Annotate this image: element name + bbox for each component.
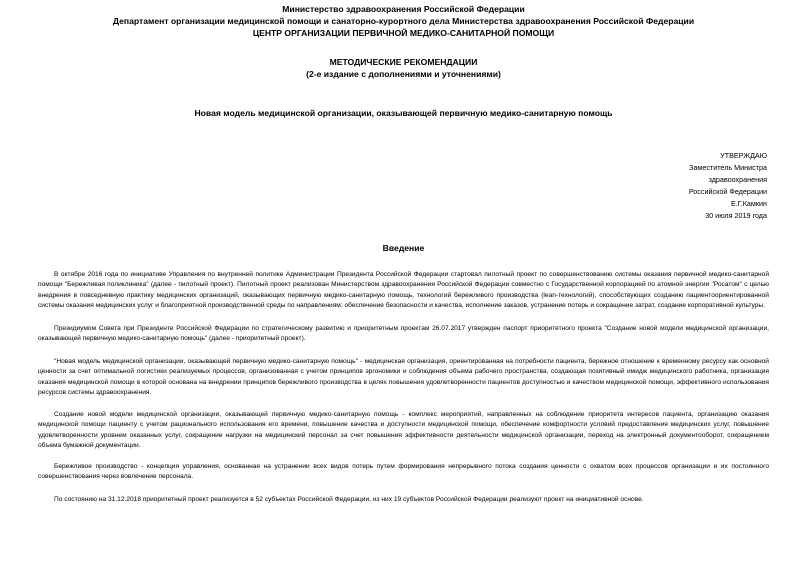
- intro-paragraph-2: Президиумом Совета при Президенте Российской Федерации по стратегическому развитию и приоритетным проектам 26.07.2017 утвержден паспорт приоритетного проекта "Создание новой модели медицинской организации, оказывающей первичную медико-санитарную помощь" (далее - приоритетный проект).: [38, 325, 769, 343]
- intro-heading: Введение: [382, 243, 425, 253]
- intro-paragraph-5: Бережливое производство - концепция управления, основанная на устранении всех видов потерь путем формирования непрерывного потока создания ценности с охватом всех процессов организации и их постоянного совершенствования через вовлечение персонала.: [38, 463, 769, 481]
- document-edition: (2-е издание с дополнениями и уточнениями): [306, 69, 501, 79]
- intro-paragraph-3: "Новая модель медицинской организации, оказывающей первичную медико-санитарную помощь" - медицинская организация, ориентированная на потребности пациента, бережное отношение к временному ресурсу как основной ценности за счет оптимальной логистики реализуемых процессов, организованная с учетом принципов эргономики и соблюдения объема рабочего пространства, создающая позитивный имидж медицинского работника, организация оказания медицинской помощи в которой основана на внедрении принципов бережливого производства в целях повышения удовлетворенности пациентов доступностью и качеством медицинской помощи, эффективного использования ресурсов системы здравоохранения.: [38, 358, 769, 396]
- ministry-name: Министерство здравоохранения Российской Федерации: [282, 4, 525, 14]
- document-title: Новая модель медицинской организации, оказывающей первичную медико-санитарную помощь: [194, 108, 613, 118]
- approval-position-3: Российской Федерации: [688, 187, 767, 196]
- center-name: ЦЕНТР ОРГАНИЗАЦИИ ПЕРВИЧНОЙ МЕДИКО-САНИТАРНОЙ ПОМОЩИ: [252, 28, 555, 38]
- approval-date: 30 июля 2019 года: [705, 211, 767, 220]
- approval-approve: УТВЕРЖДАЮ: [720, 151, 767, 160]
- intro-paragraph-4: Создание новой модели медицинской организации, оказывающей первичную медико-санитарную помощь - комплекс мероприятий, направленных на соблюдение приоритета интересов пациента, организацию оказания медицинской помощи пациенту с учетом рационального использования его времени, повышение качества и доступности медицинской помощи, обеспечение комфортности условий предоставления медицинских услуг, повышение удовлетворенности уровнем оказанных услуг, сокращение нагрузки на медицинский персонал за счет повышения эффективности деятельности медицинской организации, переход на электронный документооборот, сокращением объема бумажной документации.: [38, 411, 769, 449]
- intro-paragraph-6: По состоянию на 31.12.2018 приоритетный проект реализуется в 52 субъектах Российской Федерации, из них 19 субъектов Российской Федерации реализуют проект на инициативной основе.: [54, 496, 644, 503]
- department-name: Департамент организации медицинской помощи и санаторно-курортного дела Министерства здравоохранения Российской Федерации: [112, 16, 695, 26]
- document-type: МЕТОДИЧЕСКИЕ РЕКОМЕНДАЦИИ: [329, 57, 478, 67]
- approval-position-1: Заместитель Министра: [689, 163, 767, 172]
- approval-signer: Е.Г.Камкин: [730, 199, 767, 208]
- approval-position-2: здравоохранения: [708, 175, 767, 184]
- intro-paragraph-1: В октябре 2016 года по инициативе Управления по внутренней политике Администрации Президента Российской Федерации стартовал пилотный проект по совершенствованию системы оказания первичной медико-санитарной помощи "Бережливая поликлиника" (далее - пилотный проект). Пилотный проект реализован Министерством здравоохранения Российской Федерации совместно с Государственной корпорацией по атомной энергии "Росатом" с целью внедрения в повседневную практику медицинских организаций, оказывающих первичную медико-санитарную помощь, технологий бережливого производства (lean-технологий), способствующих созданию пациентоориентированной системы оказания медицинских услуг и благоприятной производственной среды по направлениям: обеспечение безопасности и качества, исполнение заказов, устранение потерь и сокращение затрат, создание корпоративной культуры.: [38, 271, 769, 309]
